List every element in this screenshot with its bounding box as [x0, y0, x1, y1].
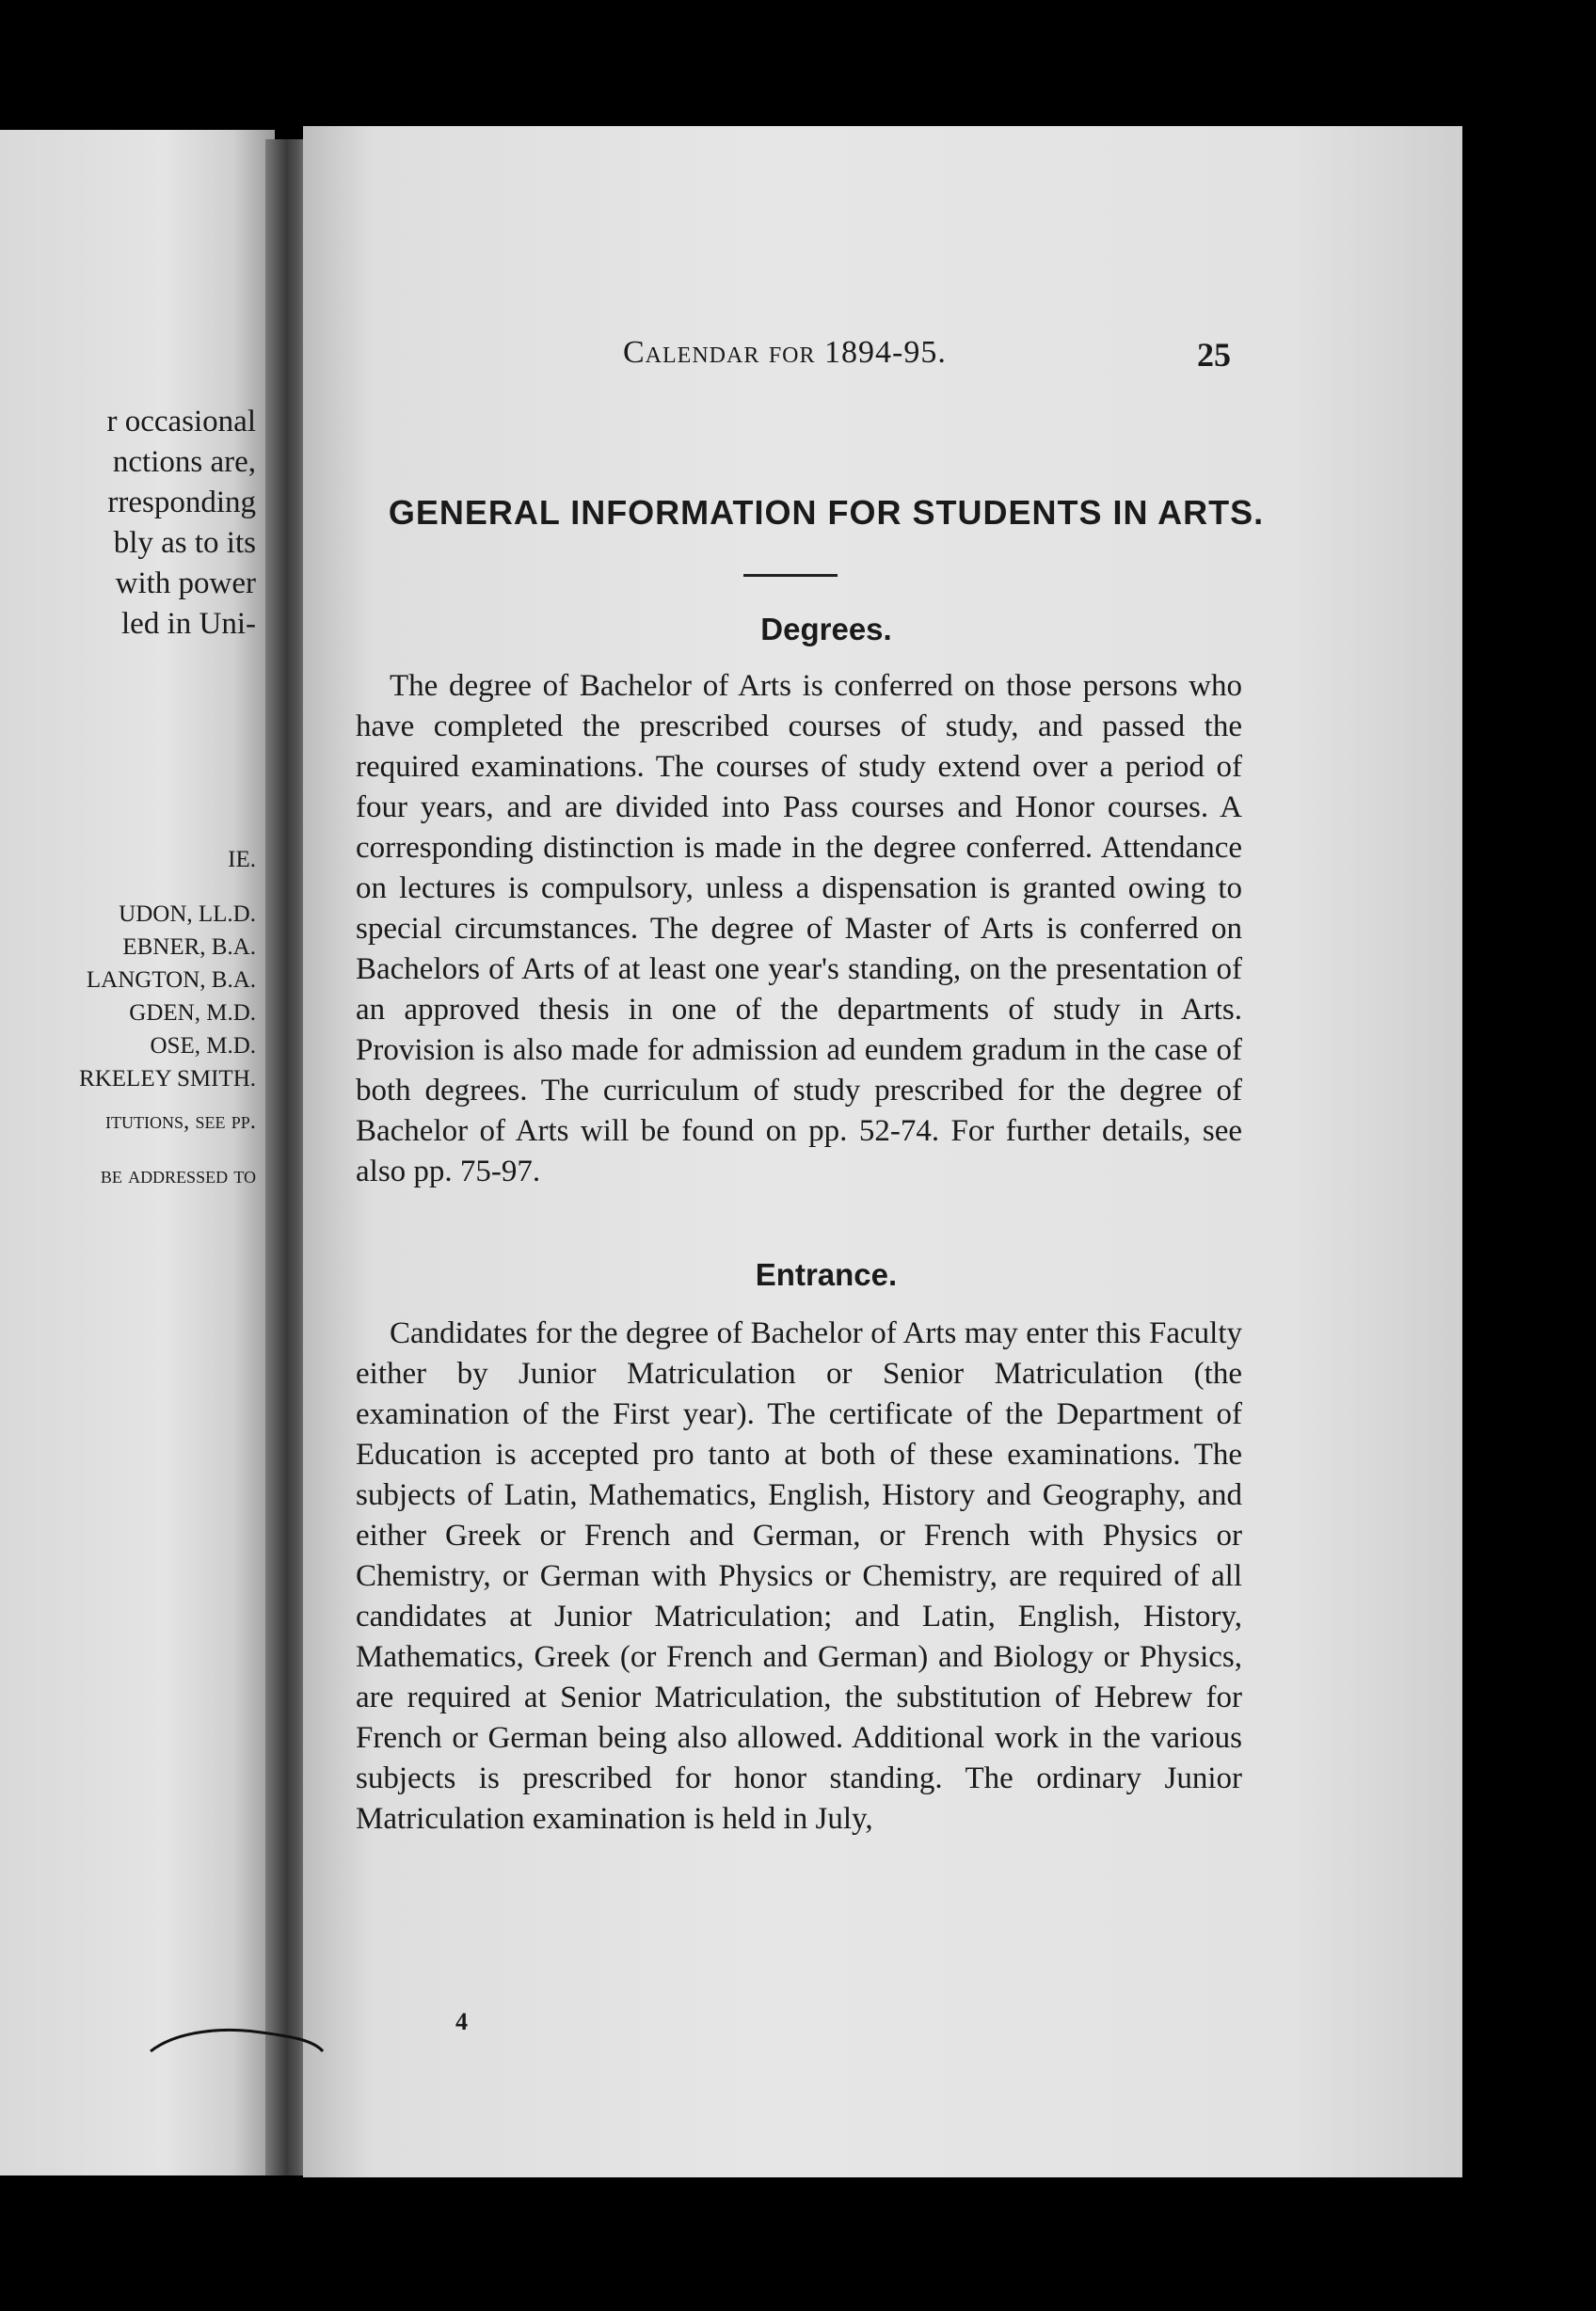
left-page-small-line: RKELEY SMITH.	[79, 1066, 256, 1092]
paragraph-text: The degree of Bachelor of Arts is conferred on those persons who have completed the prescribed courses of study, and passed the required examinations. The courses of study extend over a period of four years, and are divided into Pass courses and Honor courses. A corresponding distinction is made in the degree conferred. Attendance on lectures is compulsory, unless a dispensation is granted owing to special circumstances. The degree of Master of Arts is conferred on Bachelors of Arts of at least one year's standing, on the presentation of an approved thesis in one of the departments of study in Arts. Provision is also made for admission ad eundem gradum in the case of both degrees. The curriculum of study prescribed for the degree of Bachelor of Arts will be found on pp. 52-74. For further details, see also pp. 75-97.	[356, 669, 1242, 1188]
left-page-line: r occasional	[106, 405, 256, 438]
paragraph-entrance	[356, 1314, 1242, 1840]
page-number: 25	[1197, 336, 1231, 374]
previous-page	[0, 130, 275, 2176]
paragraph-text: Candidates for the degree of Bachelor of Arts may enter this Faculty either by Junior Matriculation or Senior Matriculation (the examination of the First year). The certificate of the Department of Education is accepted pro tanto at both of these examinations. The subjects of Latin, Mathematics, English, History and Geography, and either Greek or French and German, or French with Physics or Chemistry, or German with Physics or Chemistry, are required of all candidates at Junior Matriculation; and Latin, English, History, Mathematics, Greek (or French and German) and Biology or Physics, are required at Senior Matriculation, the substitution of Hebrew for French or German being also allowed. Additional work in the various subjects is prescribed for honor standing. The ordinary Junior Matriculation examination is held in July,	[356, 1316, 1242, 1836]
pencil-mark	[149, 2023, 327, 2061]
left-page-line: led in Uni-	[121, 607, 256, 641]
left-page-small-line: EBNER, B.A.	[122, 934, 256, 960]
paragraph-degrees	[356, 666, 1242, 1192]
signature-mark: 4	[455, 2008, 468, 2035]
page-25	[303, 126, 1462, 2177]
left-page-line: nctions are,	[112, 445, 256, 479]
left-page-line: bly as to its	[113, 526, 256, 560]
left-page-line: rresponding	[107, 486, 256, 519]
running-header	[623, 335, 1282, 371]
left-page-small-line: IE.	[228, 847, 256, 872]
title-rule	[743, 574, 838, 577]
running-title: Calendar for 1894-95.	[623, 335, 947, 370]
left-page-small-line: LANGTON, B.A.	[86, 967, 256, 993]
left-page-small-line: itutions, see pp.	[104, 1108, 256, 1134]
page-title: GENERAL INFORMATION FOR STUDENTS IN ARTS.	[388, 493, 1265, 532]
section-heading-degrees: Degrees.	[760, 612, 892, 646]
section-heading-entrance: Entrance.	[755, 1257, 898, 1292]
left-page-small-line: GDEN, M.D.	[129, 1000, 256, 1026]
left-page-line: with power	[115, 566, 256, 600]
left-page-small-line: be addressed to	[100, 1163, 256, 1188]
left-page-small-line: OSE, M.D.	[150, 1033, 256, 1059]
left-page-small-line: UDON, LL.D.	[119, 901, 256, 927]
